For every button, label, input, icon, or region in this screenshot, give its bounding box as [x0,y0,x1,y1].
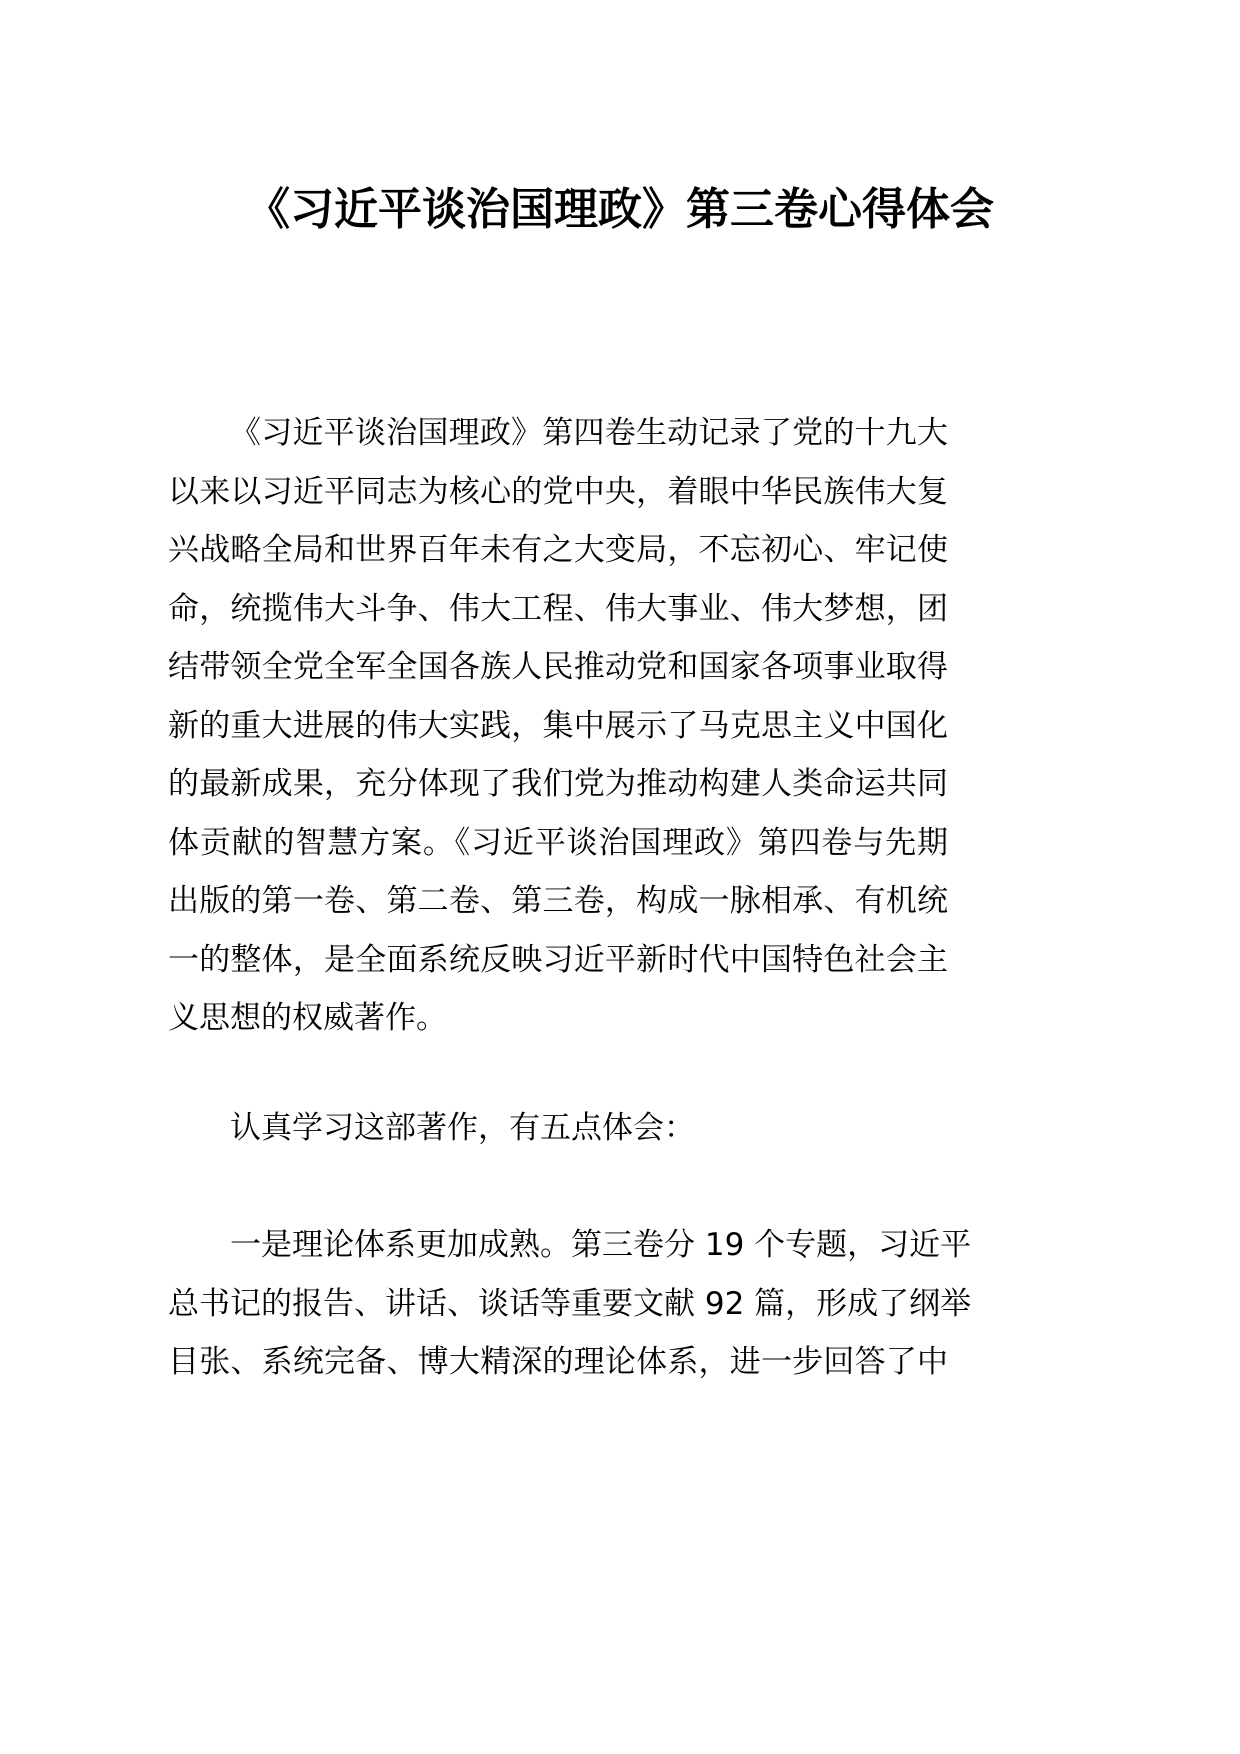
paragraph-line: 一的整体，是全面系统反映习近平新时代中国特色社会主 [168,941,948,978]
paragraph-line: 的最新成果，充分体现了我们党为推动构建人类命运共同 [168,766,948,802]
paragraph-line: 结带领全党全军全国各族人民推动党和国家各项事业取得 [168,649,948,685]
paragraph-point-one [168,1216,972,1392]
paragraph-summary-intro [168,1099,948,1158]
document-title: 《习近平谈治国理政》第三卷心得体会 [246,184,994,235]
paragraph-line: 以来以习近平同志为核心的党中央，着眼中华民族伟大复 [168,473,948,510]
paragraph-intro [168,404,948,1048]
paragraph-line: 认真学习这部著作，有五点体会： [230,1110,695,1146]
paragraph-line: 总书记的报告、讲话、谈话等重要文献 92 篇，形成了纲举 [168,1285,972,1322]
paragraph-line: 体贡献的智慧方案。《习近平谈治国理政》第四卷与先期 [168,824,948,861]
paragraph-line: 《习近平谈治国理政》第四卷生动记录了党的十九大 [230,415,948,451]
paragraph-line: 新的重大进展的伟大实践，集中展示了马克思主义中国化 [168,707,948,744]
paragraph-line: 命，统揽伟大斗争、伟大工程、伟大事业、伟大梦想，团 [168,590,948,627]
paragraph-line: 一是理论体系更加成熟。第三卷分 19 个专题，习近平 [230,1227,972,1263]
paragraph-line: 出版的第一卷、第二卷、第三卷，构成一脉相承、有机统 [168,883,948,919]
paragraph-line: 目张、系统完备、博大精深的理论体系，进一步回答了中 [168,1344,948,1380]
paragraph-line: 兴战略全局和世界百年未有之大变局，不忘初心、牢记使 [168,532,948,568]
paragraph-line: 义思想的权威著作。 [168,1000,447,1036]
